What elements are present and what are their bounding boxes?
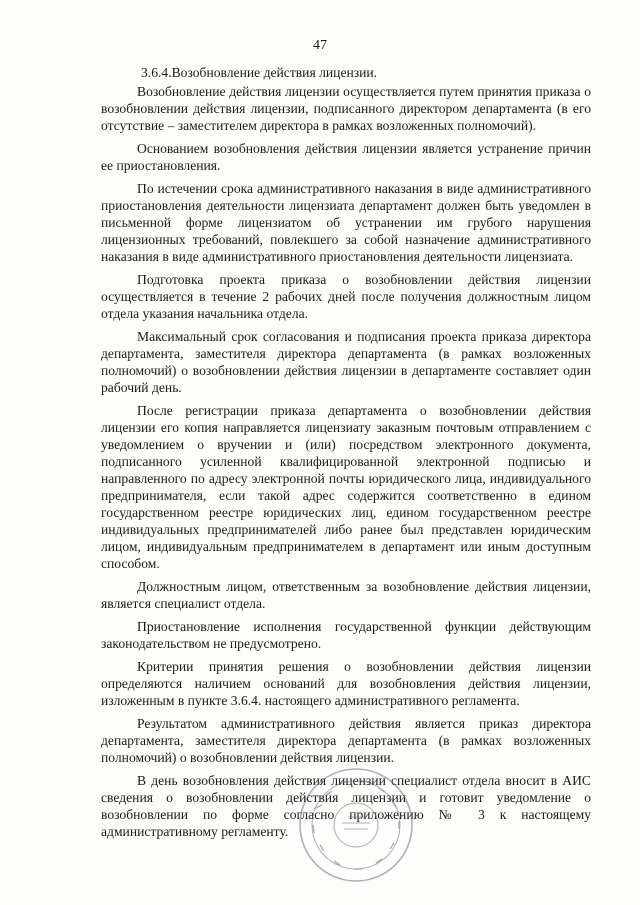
paragraph: Основанием возобновления действия лицензии является устранение причин ее приостановления. bbox=[101, 141, 591, 173]
paragraph: Подготовка проекта приказа о возобновлении действия лицензии осуществляется в течение 2 рабочих дней после получения должностным лицом отдела указания начальника отдела. bbox=[101, 272, 591, 321]
paragraph: Возобновление действия лицензии осуществляется путем принятия приказа о возобновлении действия лицензии, подписанного директором департамента (в его отсутствие – заместителем директора в рамках возложенных полномочий). bbox=[101, 84, 591, 133]
paragraph: После регистрации приказа департамента о возобновлении действия лицензии его копия направляется лицензиату заказным почтовым отправлением с уведомлением о вручении и (или) посредством электронного документа, подписанного усиленной квалифицированной электронной подписью и направленного по адресу электронной почты юридического лица, индивидуального предпринимателя, если такой адрес содержится соответственно в едином государственном реестре юридических лиц, едином государственном реестре индивидуальных предпринимателей либо ранее был представлен юридическим лицом, индивидуальным предпринимателем в департамент или иным доступным способом. bbox=[101, 403, 591, 571]
paragraph: Критерии принятия решения о возобновлении действия лицензии определяются наличием оснований для возобновления действия лицензии, изложенным в пункте 3.6.4. настоящего административного регламента. bbox=[101, 659, 591, 708]
page-number: 47 bbox=[313, 38, 327, 53]
paragraph: Максимальный срок согласования и подписания проекта приказа директора департамента, заместителя директора департамента (в рамках возложенных полномочий) о возобновлении действия лицензии в департаменте составляет один рабочий день. bbox=[101, 329, 591, 395]
seal-rings bbox=[300, 769, 412, 881]
paragraph: Результатом административного действия является приказ директора департамента, заместителя директора департамента (в рамках возложенных полномочий) о возобновлении действия лицензии. bbox=[101, 716, 591, 765]
document-body bbox=[101, 64, 591, 844]
official-seal-stamp bbox=[296, 765, 416, 885]
paragraph: По истечении срока административного наказания в виде административного приостановления деятельности лицензиата департамент должен быть уведомлен в письменной форме лицензиатом об устранении им грубого нарушения лицензионных требований, повлекшего за собой назначение административного наказания в виде административного приостановления деятельности лицензиата. bbox=[101, 181, 591, 264]
paragraph: Приостановление исполнения государственной функции действующим законодательством не предусмотрено. bbox=[101, 619, 591, 651]
section-heading: 3.6.4.Возобновление действия лицензии. bbox=[141, 65, 378, 80]
paragraph: Должностным лицом, ответственным за возобновление действия лицензии, является специалист отдела. bbox=[101, 579, 591, 611]
paragraph: В день возобновления действия лицензии специалист отдела вносит в АИС сведения о возобновлении действия лицензии и готовит уведомление о возобновлении по форме согласно приложению № 3 к настоящему административному регламенту. bbox=[101, 773, 591, 839]
